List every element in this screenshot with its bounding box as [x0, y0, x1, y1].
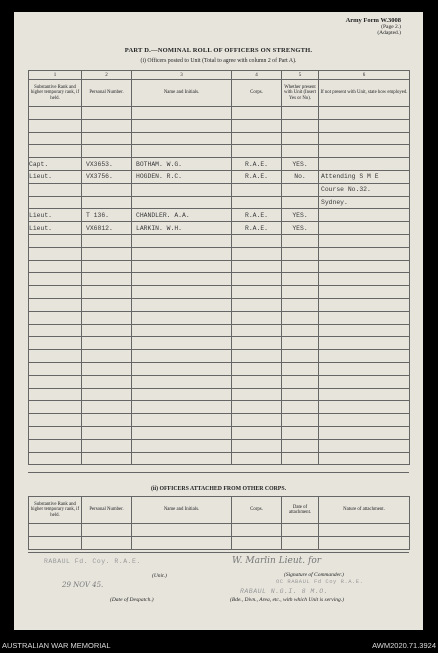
- table-cell: [132, 311, 232, 324]
- table-cell: [29, 324, 82, 337]
- table-cell: Attending S M E: [319, 170, 410, 183]
- commander-signature: W. Marlin Lieut. for: [232, 556, 322, 566]
- table-cell: [29, 350, 82, 363]
- table-cell: [82, 119, 132, 132]
- table-cell: [132, 452, 232, 465]
- table-row: [29, 119, 410, 132]
- signature-divider: [28, 552, 409, 553]
- column-header-row: [29, 80, 410, 107]
- table-cell: [232, 401, 282, 414]
- col-header-corps: Corps.: [232, 80, 282, 107]
- table-cell: [29, 388, 82, 401]
- table-cell: [82, 414, 132, 427]
- blank-row: [29, 273, 410, 286]
- table-cell: [282, 375, 319, 388]
- table-cell: R.A.E.: [232, 209, 282, 222]
- table-cell: YES.: [282, 209, 319, 222]
- table-cell: [232, 145, 282, 158]
- table-cell: [319, 273, 410, 286]
- blank-row: [29, 536, 410, 549]
- table-cell: [132, 362, 232, 375]
- table-cell: [319, 260, 410, 273]
- table-cell: [132, 145, 232, 158]
- table-cell: [132, 324, 232, 337]
- blank-row: [29, 298, 410, 311]
- table-cell: YES.: [282, 222, 319, 235]
- table-cell: [132, 183, 232, 196]
- table-cell: [132, 401, 232, 414]
- table-cell: Course No.32.: [319, 183, 410, 196]
- table-cell: [282, 414, 319, 427]
- form-adapted: (Adapted.): [377, 30, 401, 36]
- table-cell: [82, 132, 132, 145]
- table-cell: [319, 298, 410, 311]
- blank-row: [29, 337, 410, 350]
- table-cell: [282, 196, 319, 209]
- table-cell: [232, 324, 282, 337]
- commander-label: (Signature of Commander.): [284, 572, 344, 578]
- table-cell: [29, 414, 82, 427]
- date-label: (Date of Despatch.): [110, 597, 154, 603]
- table-cell: [82, 234, 132, 247]
- table-cell: Lieut.: [29, 222, 82, 235]
- table-cell: [282, 362, 319, 375]
- table-cell: [132, 260, 232, 273]
- table-cell: [319, 350, 410, 363]
- table-cell: [232, 426, 282, 439]
- table-cell: [232, 196, 282, 209]
- blank-row: [29, 234, 410, 247]
- blank-row: [29, 401, 410, 414]
- table-cell: [319, 234, 410, 247]
- table-cell: [29, 273, 82, 286]
- blank-row: [29, 324, 410, 337]
- col-header-corps: Corps.: [232, 497, 282, 524]
- table-cell: [282, 439, 319, 452]
- table-cell: [132, 107, 232, 120]
- table-cell: [82, 183, 132, 196]
- column-number-row: [29, 71, 410, 80]
- table-cell: [82, 452, 132, 465]
- table-row: [29, 132, 410, 145]
- blank-row: [29, 260, 410, 273]
- col-header-date: Date of attachment.: [282, 497, 319, 524]
- col-number: 4: [232, 71, 282, 80]
- document-page: [14, 12, 423, 630]
- table-cell: [29, 196, 82, 209]
- blank-row: [29, 247, 410, 260]
- table-cell: [319, 324, 410, 337]
- table-cell: VX3653.: [82, 158, 132, 171]
- table-cell: [282, 286, 319, 299]
- table-cell: [82, 388, 132, 401]
- table-cell: [82, 196, 132, 209]
- section-divider: [28, 472, 409, 473]
- table-cell: [282, 350, 319, 363]
- unit-label: (Unit.): [152, 573, 167, 579]
- table-cell: [282, 388, 319, 401]
- col-header-rank: Substantive Rank and higher temporary rank, if held.: [29, 497, 82, 524]
- table-cell: [232, 375, 282, 388]
- table-cell: [82, 324, 132, 337]
- area-stamp: RABAUL N.G.I. 8 M.O.: [240, 588, 329, 595]
- table-cell: [319, 414, 410, 427]
- table-cell: [282, 234, 319, 247]
- table-cell: [319, 337, 410, 350]
- table-cell: [132, 196, 232, 209]
- table-cell: [232, 132, 282, 145]
- table-cell: [132, 286, 232, 299]
- table-cell: [132, 119, 232, 132]
- table-cell: [319, 362, 410, 375]
- table-cell: [282, 401, 319, 414]
- table-cell: [319, 107, 410, 120]
- table-cell: [29, 145, 82, 158]
- archive-footer: [0, 640, 438, 653]
- table-cell: [232, 107, 282, 120]
- table-cell: HOGDEN. R.C.: [132, 170, 232, 183]
- table-cell: [282, 324, 319, 337]
- table-cell: Capt.: [29, 158, 82, 171]
- table-cell: [82, 311, 132, 324]
- table-cell: [82, 273, 132, 286]
- table-cell: [82, 375, 132, 388]
- table-cell: [319, 452, 410, 465]
- table-row: [29, 145, 410, 158]
- table-cell: [232, 119, 282, 132]
- blank-row: [29, 414, 410, 427]
- table-cell: [232, 362, 282, 375]
- table-cell: [82, 439, 132, 452]
- table-cell: [319, 388, 410, 401]
- footer-institution: AUSTRALIAN WAR MEMORIAL: [2, 641, 111, 650]
- table-cell: [282, 311, 319, 324]
- table-cell: [319, 158, 410, 171]
- blank-row: [29, 388, 410, 401]
- table-cell: [82, 350, 132, 363]
- table-cell: [232, 337, 282, 350]
- table-cell: R.A.E.: [232, 222, 282, 235]
- table-cell: [232, 234, 282, 247]
- table-cell: [319, 426, 410, 439]
- col-number: 2: [82, 71, 132, 80]
- table-cell: [282, 298, 319, 311]
- table-cell: [82, 260, 132, 273]
- col-header-number: Personal Number.: [82, 80, 132, 107]
- col-header-present: Whether present with Unit (Insert Yes or No).: [282, 80, 319, 107]
- column-header-row: [29, 497, 410, 524]
- col-number: 1: [29, 71, 82, 80]
- section2-title: (ii) OFFICERS ATTACHED FROM OTHER CORPS.: [150, 486, 287, 492]
- table-cell: R.A.E.: [232, 158, 282, 171]
- form-name: Army Form W.3008: [345, 17, 401, 24]
- footer-accession-number: AWM2020.71.3924: [372, 641, 436, 650]
- col-number: 5: [282, 71, 319, 80]
- blank-row: [29, 311, 410, 324]
- table-cell: [29, 401, 82, 414]
- table-cell: [132, 388, 232, 401]
- table-cell: [232, 298, 282, 311]
- table-cell: [29, 234, 82, 247]
- table-cell: [319, 439, 410, 452]
- table-cell: [29, 119, 82, 132]
- col-number: 3: [132, 71, 232, 80]
- table-row: [29, 158, 410, 171]
- table-cell: [232, 260, 282, 273]
- blank-row: [29, 426, 410, 439]
- table-row: [29, 222, 410, 235]
- table-cell: [319, 375, 410, 388]
- blank-row: [29, 439, 410, 452]
- blank-row: [29, 375, 410, 388]
- table-cell: [82, 107, 132, 120]
- blank-row: [29, 524, 410, 537]
- part-title: PART D.—NOMINAL ROLL OF OFFICERS ON STRENGTH.: [124, 47, 313, 54]
- table-cell: [29, 260, 82, 273]
- table-cell: [29, 183, 82, 196]
- table-cell: [282, 145, 319, 158]
- col-header-employed: If not present with Unit, state how employed.: [319, 80, 410, 107]
- table-cell: [132, 414, 232, 427]
- table-cell: [29, 452, 82, 465]
- table-cell: [29, 286, 82, 299]
- table-cell: [319, 401, 410, 414]
- table-cell: [82, 286, 132, 299]
- table-cell: CHANDLER. A.A.: [132, 209, 232, 222]
- table-cell: [282, 119, 319, 132]
- table-row: [29, 170, 410, 183]
- table-cell: [282, 132, 319, 145]
- table-cell: Lieut.: [29, 209, 82, 222]
- table-cell: [232, 183, 282, 196]
- table-cell: [29, 298, 82, 311]
- table-cell: [29, 375, 82, 388]
- table-cell: BOTHAM. W.G.: [132, 158, 232, 171]
- table-cell: [282, 452, 319, 465]
- officers-table: [28, 70, 410, 465]
- area-label: (Bde., Divn., Area, etc., with which Unit is serving.): [230, 597, 344, 603]
- table-cell: [282, 260, 319, 273]
- form-identifier: [346, 18, 401, 36]
- table-cell: [29, 426, 82, 439]
- table-cell: [132, 273, 232, 286]
- table-cell: [282, 107, 319, 120]
- table-cell: [319, 222, 410, 235]
- table-cell: Sydney.: [319, 196, 410, 209]
- table-cell: [319, 286, 410, 299]
- col-header-nature: Nature of attachment.: [319, 497, 410, 524]
- table-cell: No.: [282, 170, 319, 183]
- table-cell: [319, 311, 410, 324]
- table-cell: [282, 183, 319, 196]
- unit-stamp: RABAUL Fd. Coy. R.A.E.: [44, 558, 141, 565]
- table-cell: LARKIN. W.H.: [132, 222, 232, 235]
- table-cell: [132, 337, 232, 350]
- table-cell: [132, 298, 232, 311]
- table-cell: [282, 337, 319, 350]
- blank-row: [29, 286, 410, 299]
- table-cell: [232, 439, 282, 452]
- table-cell: [232, 452, 282, 465]
- table-cell: R.A.E.: [232, 170, 282, 183]
- table-cell: [232, 247, 282, 260]
- table-cell: [132, 375, 232, 388]
- table-cell: [132, 132, 232, 145]
- table-cell: [232, 273, 282, 286]
- col-header-name: Name and Initials.: [132, 80, 232, 107]
- table-cell: [232, 286, 282, 299]
- table-cell: YES.: [282, 158, 319, 171]
- table-cell: [29, 311, 82, 324]
- table-cell: [29, 132, 82, 145]
- table-cell: [282, 247, 319, 260]
- attached-officers-table: [28, 496, 410, 550]
- table-cell: [82, 298, 132, 311]
- col-number: 6: [319, 71, 410, 80]
- table-cell: [82, 362, 132, 375]
- table-row: [29, 107, 410, 120]
- table-cell: [132, 350, 232, 363]
- table-cell: [82, 426, 132, 439]
- despatch-date-handwritten: 29 NOV 45.: [62, 581, 104, 589]
- table-cell: VX6812.: [82, 222, 132, 235]
- table-cell: [319, 209, 410, 222]
- table-cell: [232, 311, 282, 324]
- form-page: (Page 2.): [381, 24, 401, 30]
- table-cell: [82, 401, 132, 414]
- table-cell: [29, 107, 82, 120]
- blank-row: [29, 452, 410, 465]
- table-cell: [282, 426, 319, 439]
- table-cell: [132, 247, 232, 260]
- table-cell: [319, 132, 410, 145]
- oc-stamp: OC RABAUL Fd Coy R.A.E.: [276, 578, 364, 585]
- table-cell: [29, 337, 82, 350]
- table-cell: Lieut.: [29, 170, 82, 183]
- table-cell: [29, 362, 82, 375]
- table-cell: T 136.: [82, 209, 132, 222]
- col-header-name: Name and Initials.: [132, 497, 232, 524]
- col-header-number: Personal Number.: [82, 497, 132, 524]
- table-cell: [29, 247, 82, 260]
- table-cell: [132, 426, 232, 439]
- table-row: [29, 196, 410, 209]
- blank-row: [29, 350, 410, 363]
- table-cell: [82, 145, 132, 158]
- table-cell: [282, 273, 319, 286]
- section1-title: (i) Officers posted to Unit (Total to agree with column 2 of Part A).: [140, 58, 297, 64]
- table-cell: [319, 145, 410, 158]
- blank-row: [29, 362, 410, 375]
- table-cell: [319, 247, 410, 260]
- table-cell: [132, 234, 232, 247]
- col-header-rank: Substantive Rank and higher temporary rank, if held.: [29, 80, 82, 107]
- table-row: [29, 183, 410, 196]
- table-cell: [29, 439, 82, 452]
- table-cell: [232, 388, 282, 401]
- table-cell: VX3756.: [82, 170, 132, 183]
- table-cell: [132, 439, 232, 452]
- table-cell: [82, 337, 132, 350]
- table-cell: [82, 247, 132, 260]
- table-cell: [319, 119, 410, 132]
- table-cell: [232, 414, 282, 427]
- table-cell: [232, 350, 282, 363]
- table-row: [29, 209, 410, 222]
